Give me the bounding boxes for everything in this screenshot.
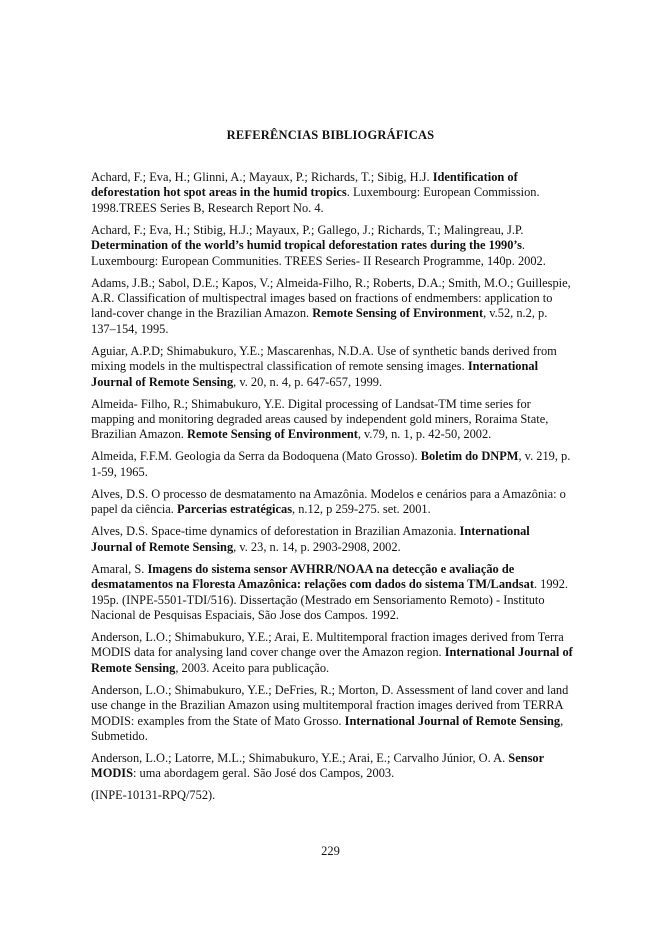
- reference-title: Remote Sensing of Environment: [312, 306, 484, 321]
- reference-item: [91, 449, 573, 480]
- page-title: REFERÊNCIAS BIBLIOGRÁFICAS: [226, 128, 435, 142]
- reference-item: [91, 630, 573, 676]
- reference-item: [91, 344, 573, 390]
- reference-text: Aguiar, A.P.D; Shimabukuro, Y.E.; Mascarenhas, N.D.A. Use of synthetic bands derived from mixing models in the multispectral classification of remote sensing images.: [91, 343, 557, 374]
- reference-text: Anderson, L.O.; Shimabukuro, Y.E.; DeFries, R.; Morton, D. Assessment of land cover and land use change in the Brazilian Amazon using multitemporal fraction images derived from TERRA MODIS: examples from the State of Mato Grosso.: [91, 682, 569, 728]
- reference-item: [91, 562, 573, 624]
- reference-text: : uma abordagem geral. São José dos Campos, 2003.: [133, 766, 395, 781]
- reference-text: , v. 20, n. 4, p. 647-657, 1999.: [233, 374, 383, 389]
- reference-text: Almeida- Filho, R.; Shimabukuro, Y.E. Digital processing of Landsat-TM time series for mapping and monitoring degraded areas caused by independent gold miners, Roraima State, Brazilian Amazon.: [91, 396, 549, 442]
- reference-item: [91, 683, 573, 745]
- reference-text: , n.12, p 259-275. set. 2001.: [292, 502, 431, 517]
- reference-text: , v. 219, p. 1-59, 1965.: [91, 449, 571, 479]
- reference-text: Almeida, F.F.M. Geologia da Serra da Bodoquena (Mato Grosso).: [91, 449, 421, 464]
- reference-text: Alves, D.S. Space-time dynamics of deforestation in Brazilian Amazonia.: [91, 524, 460, 539]
- reference-text: Anderson, L.O.; Shimabukuro, Y.E.; Arai, E. Multitemporal fraction images derived from Terra MODIS data for analysing land cover change over the Amazon region.: [91, 629, 564, 660]
- reference-text: , v.52, n.2, p. 137–154, 1995.: [91, 306, 548, 336]
- page-number: 229: [321, 844, 340, 858]
- reference-item: [91, 524, 573, 555]
- reference-title: Parcerias estratégicas: [177, 502, 293, 517]
- reference-text: Achard, F.; Eva, H.; Stibig, H.J.; Mayaux, P.; Gallego, J.; Richards, T.; Malingreau, J.P.: [91, 222, 524, 237]
- reference-title: Imagens do sistema sensor AVHRR/NOAA na detecção e avaliação de desmatamentos na Floresta Amazônica: relações com dados do sistema TM/Landsat: [91, 561, 534, 592]
- reference-title: International Journal of Remote Sensing: [91, 645, 573, 675]
- reference-item: [91, 223, 573, 269]
- reference-item: [91, 487, 573, 518]
- reference-item: [91, 170, 573, 216]
- reference-title: Remote Sensing of Environment: [187, 427, 358, 442]
- reference-text: , v. 23, n. 14, p. 2903-2908, 2002.: [233, 539, 401, 554]
- reference-title: Identification of deforestation hot spot areas in the humid tropics: [91, 170, 518, 200]
- reference-text: . Luxembourg: European Commission. 1998.TREES Series B, Research Report No. 4.: [91, 185, 540, 215]
- reference-title: Sensor MODIS: [91, 750, 544, 781]
- reference-item: [91, 397, 573, 443]
- reference-text: , Submetido.: [91, 713, 564, 743]
- reference-text: Achard, F.; Eva, H.; Glinni, A.; Mayaux, P.; Richards, T.; Sibig, H.J.: [91, 170, 433, 184]
- reference-text: . Luxembourg: European Communities. TREES Series- II Research Programme, 140p. 2002.: [91, 238, 546, 268]
- reference-title: International Journal of Remote Sensing: [91, 359, 539, 389]
- reference-text: , v.79, n. 1, p. 42-50, 2002.: [357, 427, 492, 442]
- reference-item: [91, 788, 573, 803]
- reference-item: [91, 751, 573, 782]
- reference-text: . 1992. 195p. (INPE-5501-TDI/516). Dissertação (Mestrado em Sensoriamento Remoto) - Instituto Nacional de Pesquisas Espaciais, São Jose dos Campos. 1992.: [91, 577, 569, 622]
- reference-text: Adams, J.B.; Sabol, D.E.; Kapos, V.; Almeida-Filho, R.; Roberts, D.A.; Smith, M.O.; Guillespie, A.R. Classification of multispectral images based on fractions of endmembers: application to land-cover change in the Brazilian Amazon.: [91, 275, 571, 321]
- reference-item: [91, 276, 573, 338]
- reference-title: Boletim do DNPM: [420, 449, 519, 464]
- reference-text: Alves, D.S. O processo de desmatamento na Amazônia. Modelos e cenários para a Amazônia: o papel da ciência.: [91, 486, 566, 517]
- reference-list: [91, 170, 573, 810]
- reference-text: Amaral, S.: [91, 561, 148, 576]
- reference-title: International Journal of Remote Sensing: [91, 524, 530, 554]
- reference-text: (INPE-10131-RPQ/752).: [91, 788, 216, 803]
- reference-title: Determination of the world’s humid tropical deforestation rates during the 1990’s: [91, 238, 522, 253]
- reference-title: International Journal of Remote Sensing: [344, 713, 561, 728]
- reference-text: , 2003. Aceito para publicação.: [175, 660, 330, 675]
- reference-text: Anderson, L.O.; Latorre, M.L.; Shimabukuro, Y.E.; Arai, E.; Carvalho Júnior, O. A.: [91, 750, 509, 765]
